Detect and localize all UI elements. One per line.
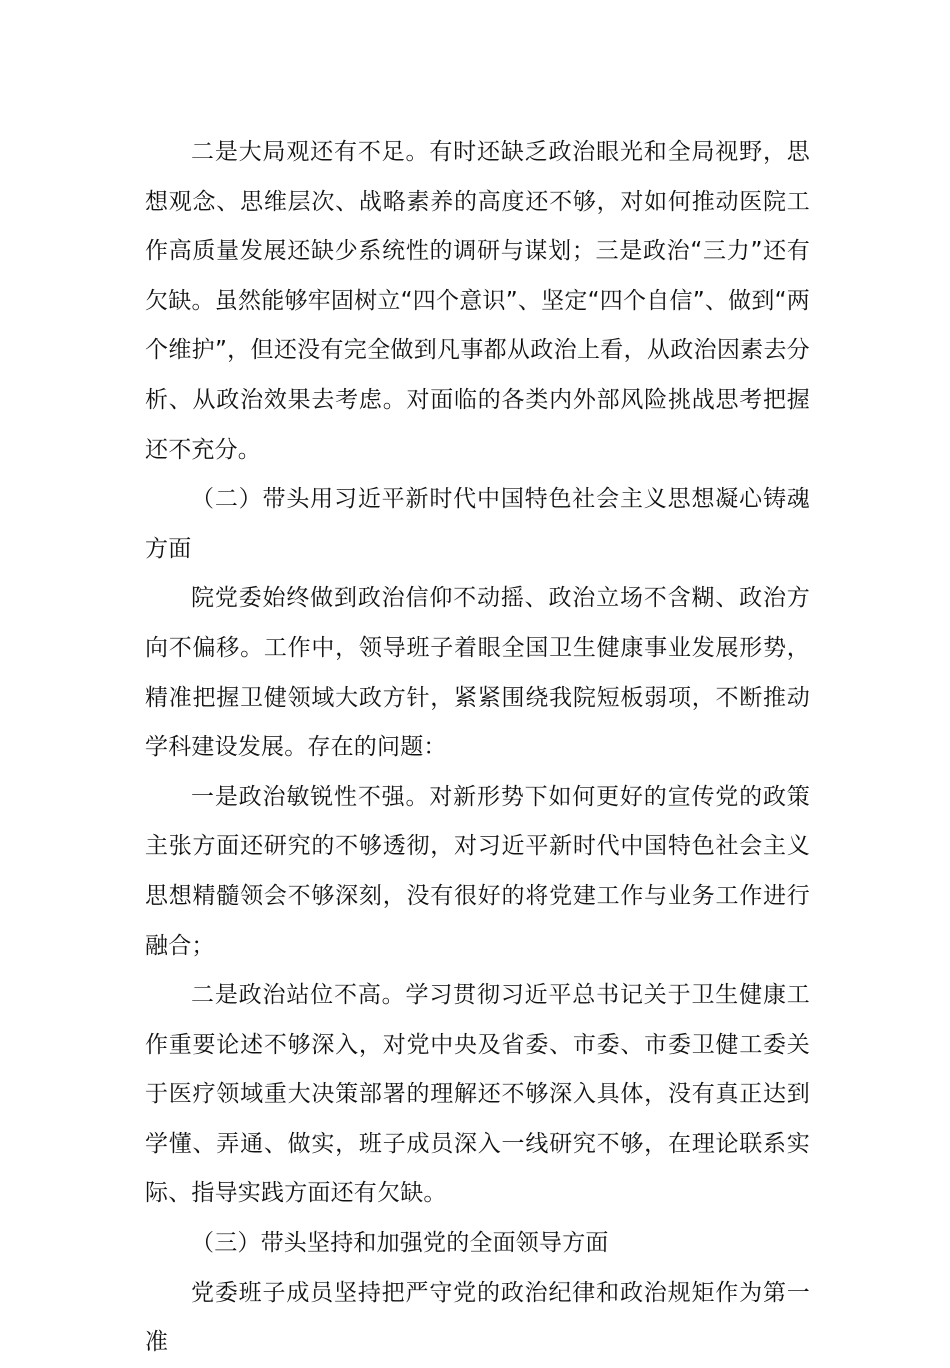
document-body — [145, 128, 810, 1368]
paragraph-political-stance: 二是政治站位不高。学习贯彻习近平总书记关于卫生健康工作重要论述不够深入，对党中央及省委、市委、市委卫健工委关于医疗领域重大决策部署的理解还不够深入具体，没有真正达到学懂、弄通、做实，班子成员深入一线研究不够，在理论联系实际、指导实践方面还有欠缺。 — [145, 982, 810, 1207]
section-heading-3: （三）带头坚持和加强党的全面领导方面 — [191, 1230, 609, 1257]
paragraph-political-sensitivity: 一是政治敏锐性不强。对新形势下如何更好的宣传党的政策主张方面还研究的不够透彻，对习近平新时代中国特色社会主义思想精髓领会不够深刻，没有很好的将党建工作与业务工作进行融合； — [145, 783, 810, 959]
paragraph-party-committee: 院党委始终做到政治信仰不动摇、政治立场不含糊、政治方向不偏移。工作中，领导班子着眼全国卫生健康事业发展形势，精准把握卫健领域大政方针，紧紧围绕我院短板弱项，不断推动学科建设发展。存在的问题： — [145, 585, 810, 761]
section-heading-2: （二）带头用习近平新时代中国特色社会主义思想凝心铸魂方面 — [145, 486, 810, 562]
paragraph-overall-view: 二是大局观还有不足。有时还缺乏政治眼光和全局视野，思想观念、思维层次、战略素养的高度还不够，对如何推动医院工作高质量发展还缺少系统性的调研与谋划；三是政治“三力”还有欠缺。虽然能够牢固树立“四个意识”、坚定“四个自信”、做到“两个维护”，但还没有完全做到凡事都从政治上看，从政治因素去分析、从政治效果去考虑。对面临的各类内外部风险挑战思考把握还不充分。 — [145, 139, 810, 463]
paragraph-discipline: 党委班子成员坚持把严守党的政治纪律和政治规矩作为第一准 — [145, 1279, 810, 1356]
